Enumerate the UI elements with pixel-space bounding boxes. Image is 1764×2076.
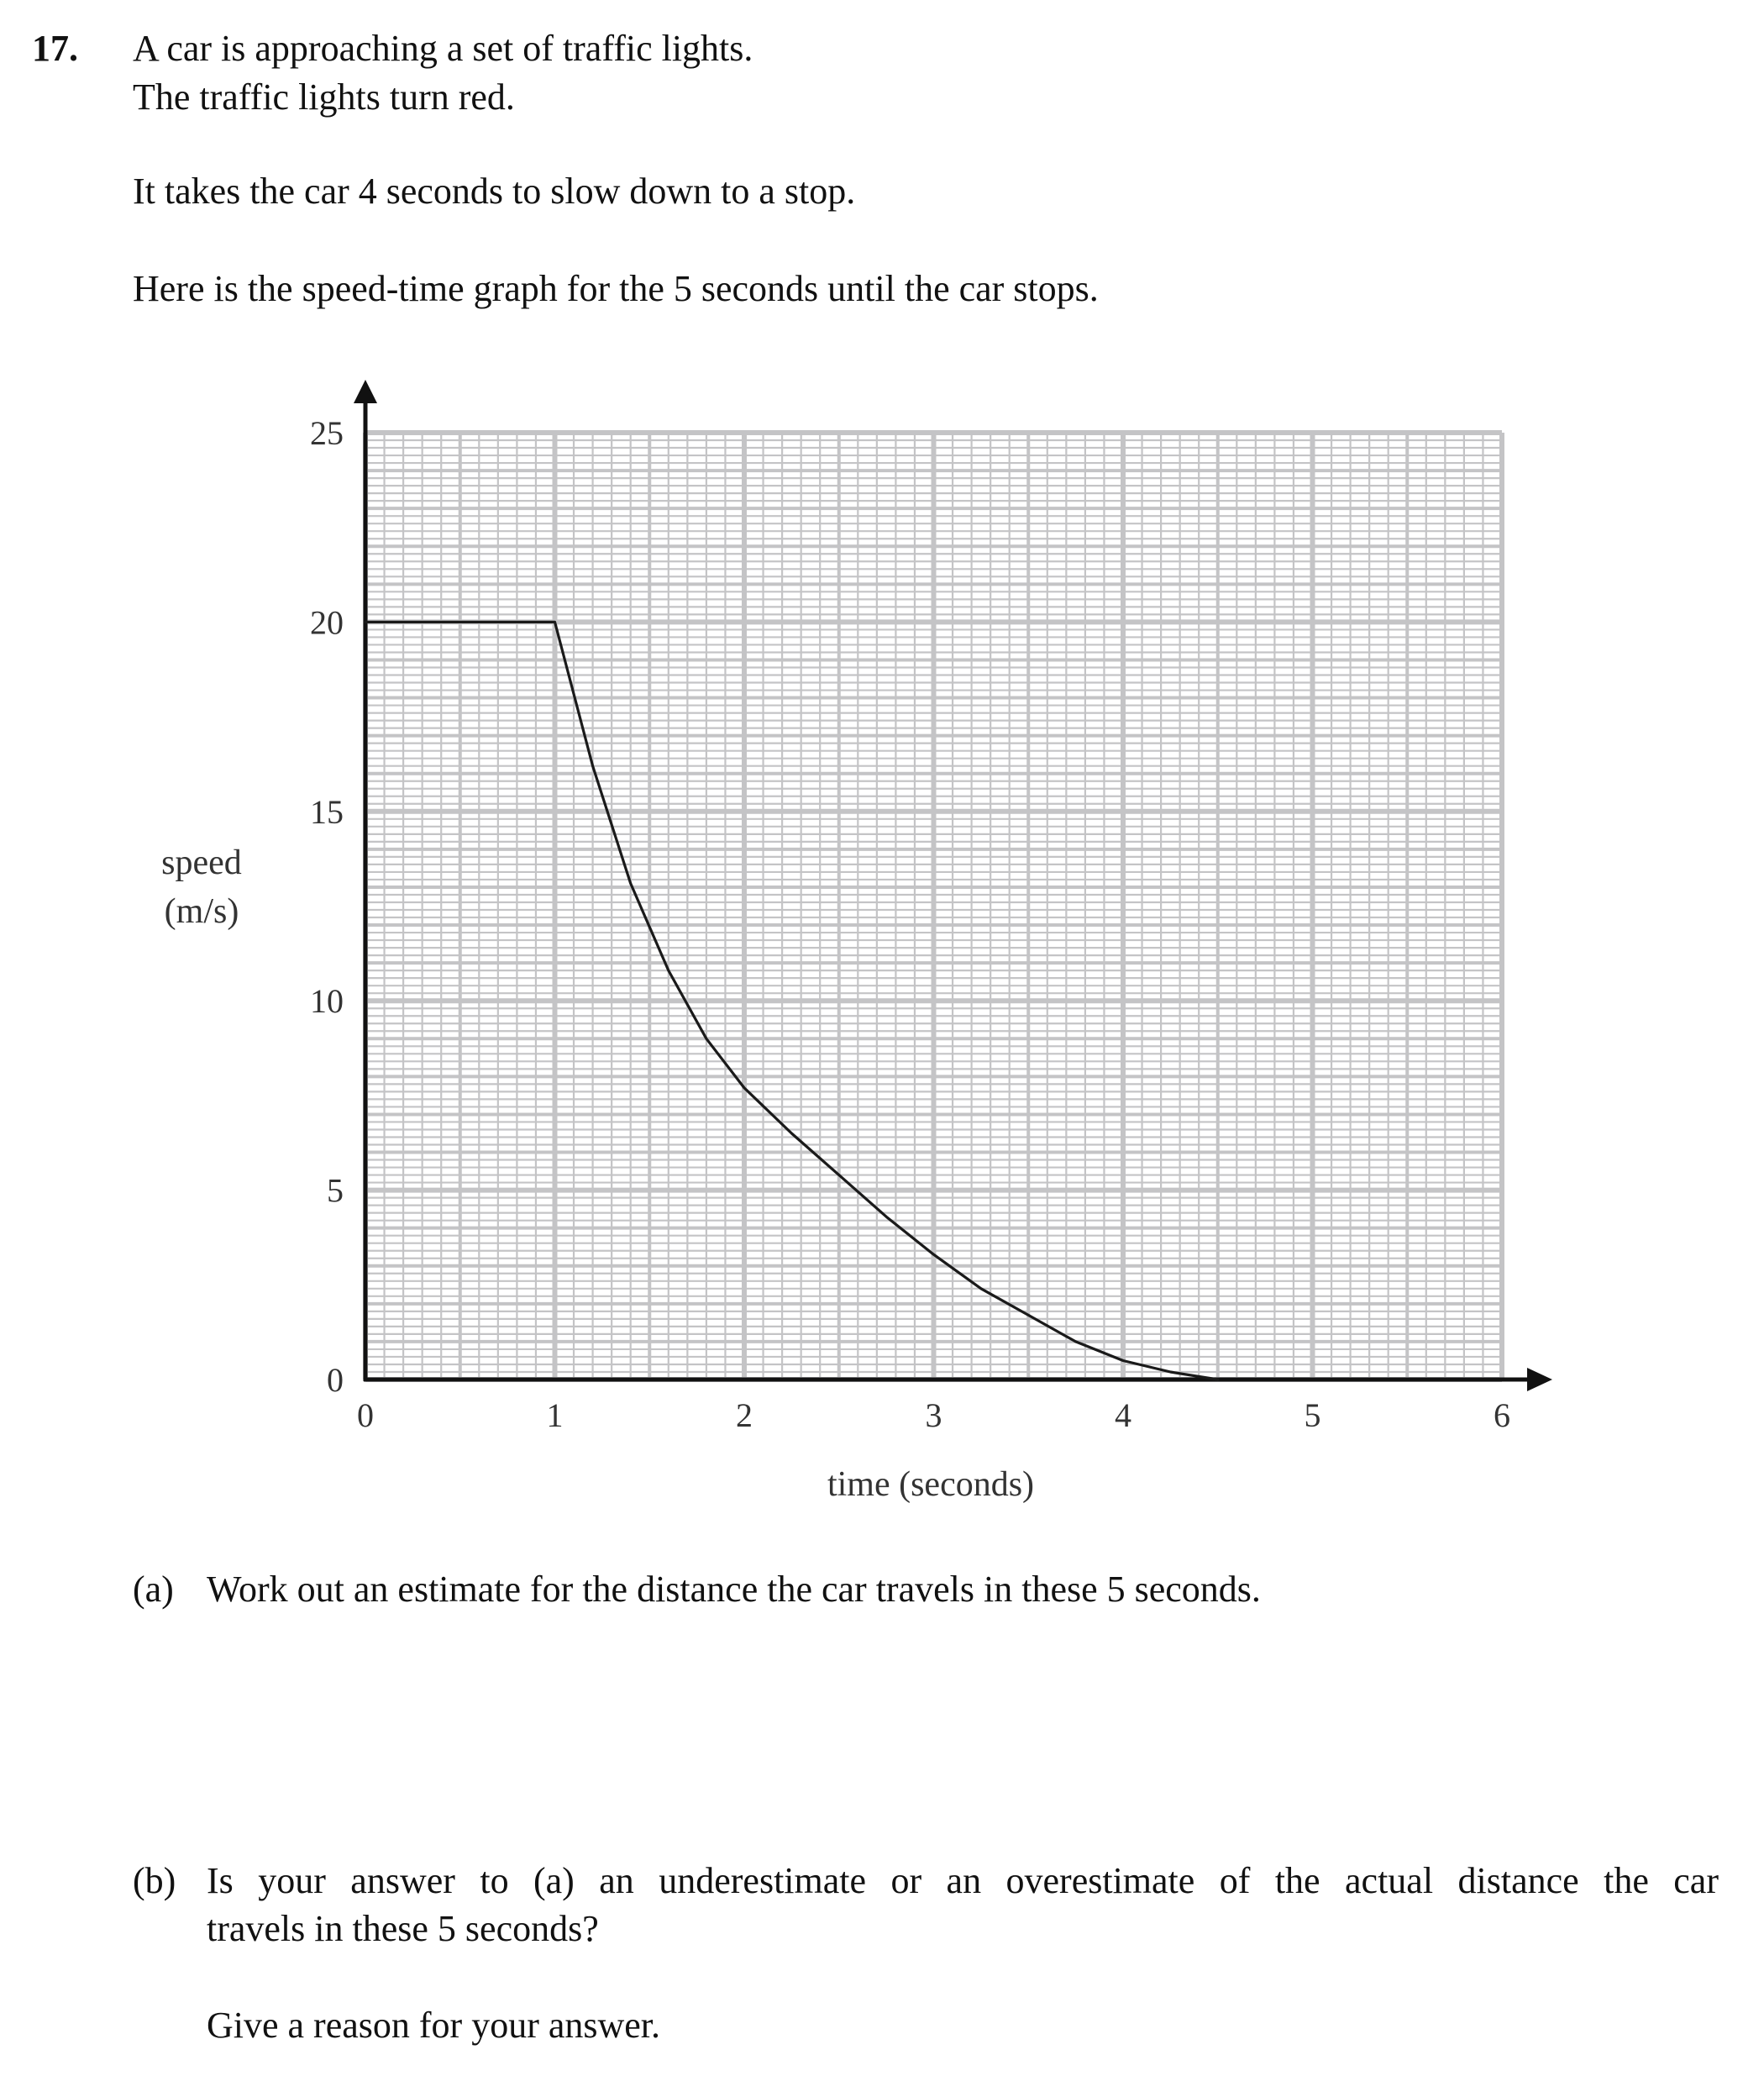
intro-line-2: The traffic lights turn red. xyxy=(133,76,515,118)
x-tick-label: 3 xyxy=(925,1396,942,1434)
x-tick-label: 4 xyxy=(1115,1396,1131,1434)
x-tick-label: 5 xyxy=(1304,1396,1321,1434)
y-tick-label: 10 xyxy=(310,982,344,1021)
y-tick-label: 5 xyxy=(327,1171,344,1210)
part-b-label: (b) xyxy=(133,1860,176,1901)
intro-line-1: A car is approaching a set of traffic lights. xyxy=(133,28,753,69)
x-tick-label: 1 xyxy=(546,1396,564,1434)
y-axis-label-line-1: speed xyxy=(161,844,242,882)
y-tick-label: 15 xyxy=(310,792,344,831)
part-b-line-1: Is your answer to (a) an underestimate or an overestimate of the actual distance the car xyxy=(207,1860,1719,1901)
y-axis-arrow xyxy=(354,380,377,403)
question-number: 17. xyxy=(32,28,78,69)
y-tick-label: 20 xyxy=(310,603,344,642)
x-tick-label: 2 xyxy=(736,1396,753,1434)
x-tick-label: 6 xyxy=(1494,1396,1510,1434)
x-axis-arrow xyxy=(1527,1368,1552,1391)
part-a-text: Work out an estimate for the distance the car travels in these 5 seconds. xyxy=(207,1569,1261,1610)
grid xyxy=(365,433,1502,1380)
x-axis-label: time (seconds) xyxy=(827,1465,1035,1504)
part-b-line-2: travels in these 5 seconds? xyxy=(207,1908,599,1949)
part-b-reason: Give a reason for your answer. xyxy=(207,2005,661,2046)
y-tick-label: 25 xyxy=(310,414,344,452)
x-tick-label: 0 xyxy=(357,1396,374,1434)
y-tick-label: 0 xyxy=(327,1361,344,1399)
intro-line-4: Here is the speed-time graph for the 5 seconds until the car stops. xyxy=(133,268,1099,309)
part-a-label: (a) xyxy=(133,1569,174,1610)
y-axis-label-line-2: (m/s) xyxy=(164,892,239,931)
intro-line-3: It takes the car 4 seconds to slow down to a stop. xyxy=(133,171,856,212)
